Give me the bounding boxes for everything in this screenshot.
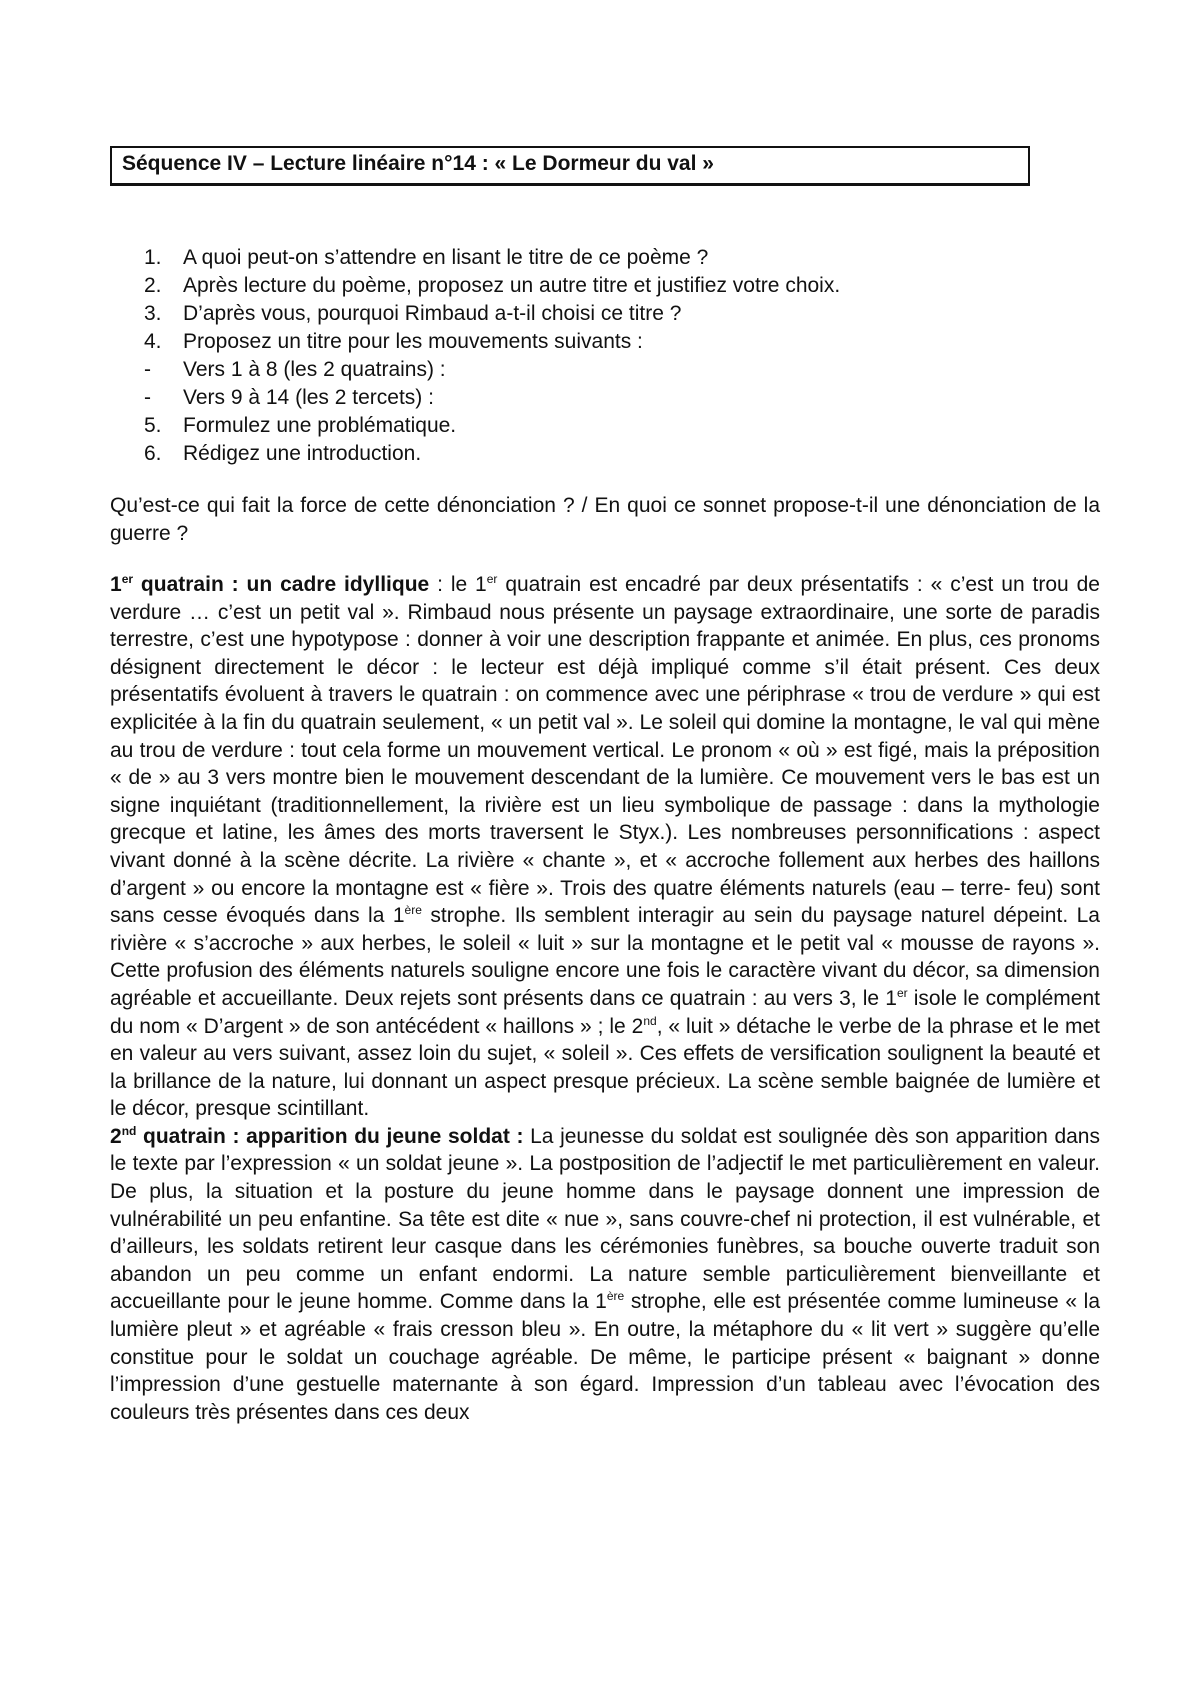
question-marker: 4. (144, 330, 162, 353)
question-text: Rédigez une introduction. (183, 442, 422, 465)
question-marker: - (144, 358, 151, 381)
question-marker: - (144, 386, 151, 409)
document-page (110, 0, 1100, 1696)
title-box (110, 146, 1030, 186)
body-text-run: strophe. Ils semblent interagir au sein du paysage naturel dépeint. La rivière « s’accroche » aux herbes, le soleil « luit » sur la montagne et le petit val « mousse de rayons ». Cette profusion des éléments naturels souligne encore une fois le caractère vivant du décor, sa dimension agréable et accueillante. Deux rejets sont présents dans ce quatrain : au vers 3, le 1 (110, 904, 1100, 1010)
question-item (110, 244, 1100, 272)
analysis-text (110, 571, 1100, 1426)
question-text: Formulez une problématique. (183, 414, 457, 437)
question-item (110, 272, 1100, 300)
problematique-paragraph: Qu’est-ce qui fait la force de cette dénonciation ? / En quoi ce sonnet propose-t-il une dénonciation de la guerre ? (110, 494, 1100, 545)
question-marker: 2. (144, 274, 162, 297)
body-text-run: quatrain est encadré par deux présentatifs : « c’est un trou de verdure … c’est un petit val ». Rimbaud nous présente un paysage extraordinaire, une sorte de paradis terrestre, c’est une hypotypose : donner à voir une description frappante et animée. En plus, ces pronoms désignent directement le décor : le lecteur est déjà impliqué comme s’il était présent. Ces deux présentatifs évoluent à travers le quatrain : on commence avec une périphrase « trou de verdure » qui est explicitée à la fin du quatrain seulement, « un petit val ». Le soleil qui domine la montagne, le val qui mène au trou de verdure : tout cela forme un mouvement vertical. Le pronom « où » est figé, mais la préposition « de » au 3 vers montre bien le mouvement descendant de la lumière. Ce mouvement vers le bas est un signe inquiétant (traditionnellement, la rivière est un lieu symbolique de passage : dans la mythologie grecque et latine, les âmes des morts traversent le Styx.). Les nombreuses personnifications : aspect vivant donné à la scène décrite. La rivière « chante », et « accroche follement aux herbes des haillons d’argent » ou encore la montagne est « fière ». Trois des quatre éléments naturels (eau – terre- feu) sont sans cesse évoqués dans la 1 (110, 573, 1100, 928)
question-subitem (110, 384, 1100, 412)
question-list (110, 244, 1100, 468)
body-text-run: isole le complément du nom « D’argent » de son antécédent « haillons » ; le 2 (110, 986, 1100, 1038)
question-text: A quoi peut-on s’attendre en lisant le titre de ce poème ? (183, 246, 709, 269)
question-marker: 5. (144, 414, 162, 437)
ordinal-superscript: nd (643, 1013, 657, 1028)
section-second-quatrain (110, 1123, 1100, 1427)
heading-number: 1 (110, 573, 122, 596)
question-text: Vers 1 à 8 (les 2 quatrains) : (183, 358, 446, 381)
ordinal-superscript: ère (404, 903, 422, 918)
question-text: Vers 9 à 14 (les 2 tercets) : (183, 386, 434, 409)
question-marker: 1. (144, 246, 162, 269)
document-title: Séquence IV – Lecture linéaire n°14 : « Le Dormeur du val » (122, 152, 714, 175)
question-text: Après lecture du poème, proposez un autre titre et justifiez votre choix. (183, 274, 841, 297)
question-item (110, 300, 1100, 328)
question-marker: 6. (144, 442, 162, 465)
section-first-quatrain (110, 571, 1100, 1123)
section-heading (110, 573, 429, 596)
question-text: Proposez un titre pour les mouvements suivants : (183, 330, 643, 353)
section-heading (110, 1125, 523, 1148)
heading-ordinal: er (121, 572, 134, 586)
question-item (110, 328, 1100, 356)
question-item (110, 412, 1100, 440)
question-marker: 3. (144, 302, 162, 325)
heading-text: quatrain : un cadre idyllique (133, 573, 430, 596)
ordinal-superscript: er (486, 572, 498, 586)
body-text-run: strophe, elle est présentée comme lumineuse « la lumière pleut » et agréable « frais cresson bleu ». En outre, la métaphore du « lit vert » suggère qu’elle constitue pour le soldat un couchage agréable. De même, le participe présent « baignant » donne l’impression d’une gestuelle maternante à son égard. Impression d’un tableau avec l’évocation des couleurs très présentes dans ces deux (110, 1290, 1100, 1424)
ordinal-superscript: er (896, 985, 908, 1000)
heading-number: 2 (110, 1124, 122, 1148)
body-text-run: La jeunesse du soldat est soulignée dès son apparition dans le texte par l’expression « un soldat jeune ». La postposition de l’adjectif le met particulièrement en valeur. De plus, la situation et la posture du jeune homme dans le paysage donnent une impression de vulnérabilité un peu enfantine. Sa tête est dite « nue », sans couvre-chef ni protection, il est vulnérable, et d’ailleurs, les soldats retirent leur casque dans les cérémonies funèbres, sa bouche ouverte traduit son abandon un peu comme un enfant endormi. La nature semble particulièrement bienveillante et accueillante pour le jeune homme. Comme dans la 1 (110, 1124, 1100, 1314)
heading-ordinal: nd (121, 1123, 137, 1138)
body-text-run: , « luit » détache le verbe de la phrase et le met en valeur au vers suivant, assez loin du sujet, « soleil ». Ces effets de versification soulignent la beauté et la brillance de la nature, lui donnant un aspect presque précieux. La scène semble baignée de lumière et le décor, presque scintillant. (110, 1014, 1101, 1121)
ordinal-superscript: ère (606, 1289, 625, 1304)
question-text: D’après vous, pourquoi Rimbaud a-t-il choisi ce titre ? (183, 302, 682, 325)
heading-text: quatrain : apparition du jeune soldat : (136, 1124, 524, 1148)
question-subitem (110, 356, 1100, 384)
question-item (110, 440, 1100, 468)
body-text-run: : le 1 (429, 573, 487, 596)
